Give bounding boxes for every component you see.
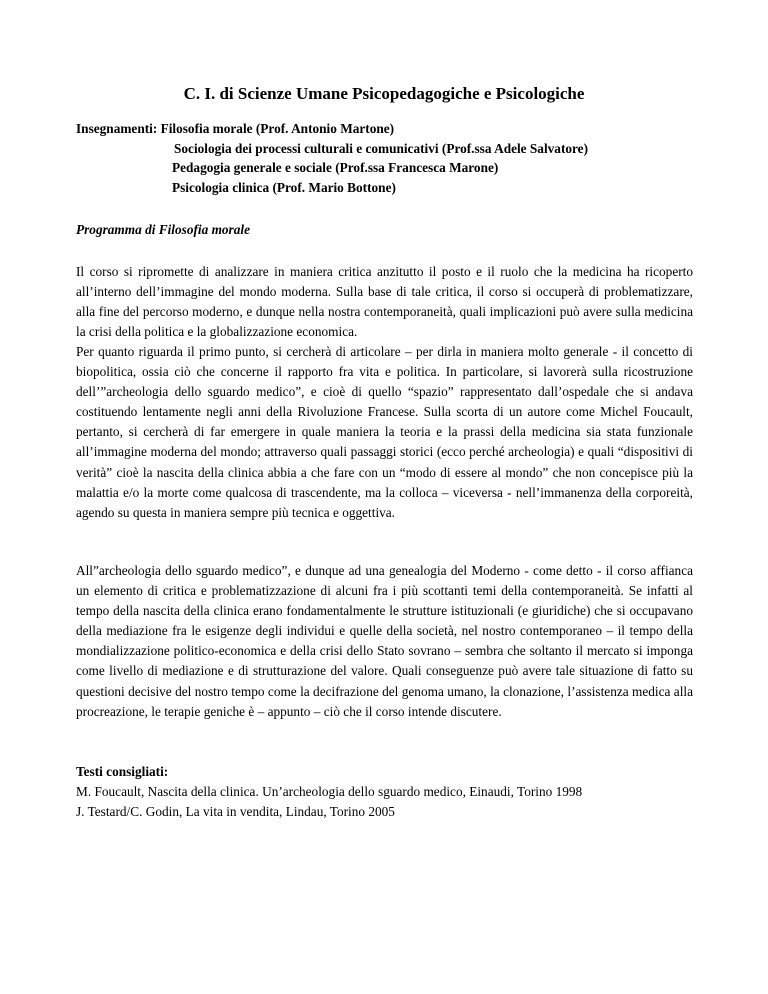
body-paragraph: Per quanto riguarda il primo punto, si cercherà di articolare – per dirla in maniera molto generale - il concetto di biopolitica, ossia ciò che concerne il rapporto fra vita e politica. In particolare, si lavorerà sulla ricostruzione dell’”archeologia dello sguardo medico”, e cioè di quello “spazio” rappresentato dall’ospedale che si andava costituendo lentamente negli anni della Rivoluzione Francese. Sulla scorta di un autore come Michel Foucault, pertanto, si cercherà di far emergere in quale maniera la teoria e la prassi della medicina sia stata funzionale all’immagine moderna del mondo; attraverso quali passaggi storici (ecco perché archeologia) e quali “dispositivi di verità” cioè la nascita della clinica abbia a che fare con un “modo di essere al mondo” che non concepisce più la malattia e/o la morte come qualcosa di trascendente, ma la colloca – viceversa - nell’immanenza della corporeità, agendo su questa in maniera sempre più tecnica e oggettiva. bbox=[76, 344, 693, 520]
reference-item: M. Foucault, Nascita della clinica. Un’archeologia dello sguardo medico, Einaudi, Torino 1998 bbox=[76, 784, 583, 799]
teachings-label: Insegnamenti: bbox=[76, 121, 158, 136]
teaching-item-text: Filosofia morale (Prof. Antonio Martone) bbox=[160, 121, 395, 136]
teaching-item: Pedagogia generale e sociale (Prof.ssa Francesca Marone) bbox=[172, 160, 499, 175]
document-title: C. I. di Scienze Umane Psicopedagogiche e Psicologiche bbox=[183, 84, 585, 103]
teaching-item bbox=[76, 119, 588, 139]
reference-item: J. Testard/C. Godin, La vita in vendita, Lindau, Torino 2005 bbox=[76, 804, 395, 819]
references-block bbox=[76, 762, 582, 822]
references-title: Testi consigliati: bbox=[76, 764, 169, 779]
teaching-item: Sociologia dei processi culturali e comunicativi (Prof.ssa Adele Salvatore) bbox=[174, 140, 589, 156]
teachings-block bbox=[76, 119, 588, 197]
body-paragraph: All”archeologia dello sguardo medico”, e dunque ad una genealogia del Moderno - come detto - il corso affianca un elemento di critica e problematizzazione di alcuni fra i più scottanti temi della contemporaneità. Se infatti al tempo della nascita della clinica erano fondamentalmente le strutture istituzionali (e giuridiche) che si occupavano della mediazione fra le esigenze degli individui e quelle della società, nel nostro contemporaneo – il tempo della mondializzazione politico-economica e della crisi dello Stato sovrano – sembra che soltanto il mercato si imponga come livello di mediazione e di strutturazione del valore. Quali conseguenze può avere tale situazione di fatto su questioni decisive del nostro tempo come la decifrazione del genoma umano, la clonazione, l’assistenza medica alla procreazione, le terapie geniche è – appunto – ciò che il corso intende discutere. bbox=[76, 563, 693, 719]
body-paragraph: Il corso si ripromette di analizzare in maniera critica anzitutto il posto e il ruolo che la medicina ha ricoperto all’interno dell’immagine del mondo moderna. Sulla base di tale critica, il corso si occuperà di problematizzare, alla fine del percorso moderno, e dunque nella nostra contemporaneità, quali implicazioni può avere sulla medicina la crisi della politica e la globalizzazione economica. bbox=[76, 264, 693, 340]
section-title: Programma di Filosofia morale bbox=[76, 222, 250, 237]
teaching-item: Psicologia clinica (Prof. Mario Bottone) bbox=[172, 179, 396, 195]
